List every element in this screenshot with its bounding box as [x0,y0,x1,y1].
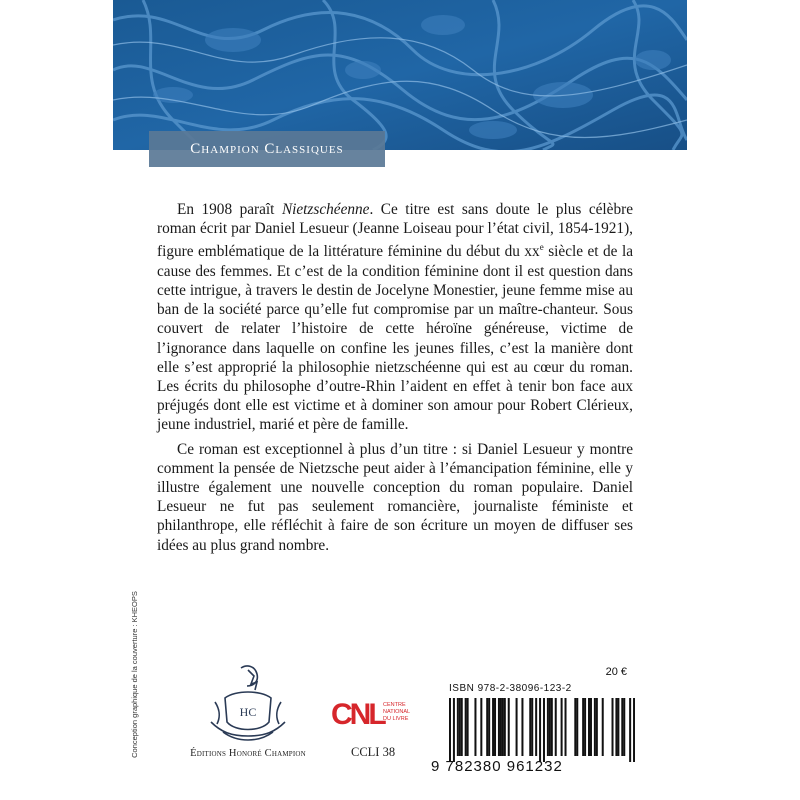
barcode-bar [555,698,557,756]
barcode-bar [531,698,533,756]
publisher-name: Éditions Honoré Champion [190,748,306,759]
barcode-bar [561,698,563,756]
barcode-bar [521,698,523,756]
barcode-bar [612,698,614,756]
barcode-bar [508,698,510,756]
cnl-logo-icon [331,690,411,734]
barcode-bar [615,698,617,756]
barcode-bar [480,698,482,756]
barcode-bar [502,698,504,756]
barcode-bar [596,698,598,756]
book-back-cover [113,0,687,800]
cover-credit: Conception graphique de la couverture : KHEOPS [129,591,139,758]
barcode-bar [582,698,584,756]
barcode-bar [551,698,553,756]
barcode-bar [474,698,476,756]
barcode-bar [486,698,488,756]
barcode-bar [588,698,590,756]
barcode-bar [457,698,459,756]
series-label: Champion Classiques [149,131,385,167]
barcode-bar [529,698,531,756]
barcode-bar [504,698,506,756]
barcode-bar [549,698,551,756]
barcode-bar [461,698,463,756]
barcode-bar [467,698,469,756]
barcode-bar [498,698,500,756]
barcode-bar [492,698,494,756]
series-code: CCLI 38 [351,745,396,759]
barcode-bar [584,698,586,756]
marbled-banner [113,0,687,150]
barcode-bar [594,698,596,756]
barcode-bar [453,698,455,762]
title-italic: Nietzschéenne [281,201,370,218]
barcode-bar [576,698,578,756]
barcode-bar [621,698,623,756]
barcode-bar [535,698,537,756]
blurb-paragraph-2: Ce roman est exceptionnel à plus d’un titre : si Daniel Lesueur y montre comment la pensée de Nietzsche peut aider à l’émancipation féminine, elle y illustre également une nouvelle conception du roman populaire. Daniel Lesueur ne fut pas seulement romancière, journaliste féministe et philanthrope, elle réfléchit à faire de son écriture un moyen de diffuser ses idées au plus grand nombre. [157,440,633,554]
cnl-line-2: NATIONAL [383,709,411,715]
barcode-bar [516,698,518,756]
price: 20 € [605,666,627,678]
barcode-bar [465,698,467,756]
isbn-label: ISBN 978-2-38096-123-2 [449,683,572,694]
barcode-bar [488,698,490,756]
barcode-bar [494,698,496,756]
barcode-icon [449,698,635,762]
publisher-monogram: HC [239,705,257,719]
cnl-line-3: DU LIVRE [383,716,409,722]
barcode-bar [459,698,461,756]
cnl-letters: CNL [331,698,384,731]
barcode-bar [539,698,541,762]
blurb-text [157,200,633,555]
barcode-bar [543,698,545,762]
horse-crest-icon [203,662,293,742]
barcode-bar [617,698,619,756]
barcode-bar [500,698,502,756]
barcode-bar [565,698,567,756]
superscript-e: e [539,242,544,253]
barcode-bar [623,698,625,756]
barcode-bar [574,698,576,756]
blurb-paragraph-1: En 1908 paraît Nietzschéenne. Ce titre est sans doute le plus célèbre roman écrit par Daniel Lesueur (Jeanne Loiseau pour l’état civil, 1854-1921), figure emblématique de la littérature féminine du début du $xx^e$ siècle et de la cause des femmes. Et c’est de la condition féminine dont il est question dans cette intrigue, à travers le destin de Jocelyne Monestier, jeune femme mise au ban de la société parce qu’elle fut compromise par un maître-chanteur. Sous couvert de relater l’histoire de cette héroïne généreuse, victime de l’ignorance dans laquelle on confine les jeunes filles, c’est la manière dont elle s’est approprié la philosophie nietzschéenne qui est au cœur du roman. Les écrits du philosophe d’outre-Rhin l’aident en effet à tenir bon face aux préjugés dont elle est victime et à dominer son amour pour Robert Clérieux, jeune industriel, marié et père de famille. [157,201,633,434]
barcode-bar [629,698,631,762]
barcode-bar [547,698,549,756]
ean-digits: 9 782380 961232 [431,758,563,775]
barcode-bar [602,698,604,756]
barcode-bar [449,698,451,762]
barcode-bar [633,698,635,762]
cnl-line-1: CENTRE [383,702,406,708]
barcode-bar [590,698,592,756]
